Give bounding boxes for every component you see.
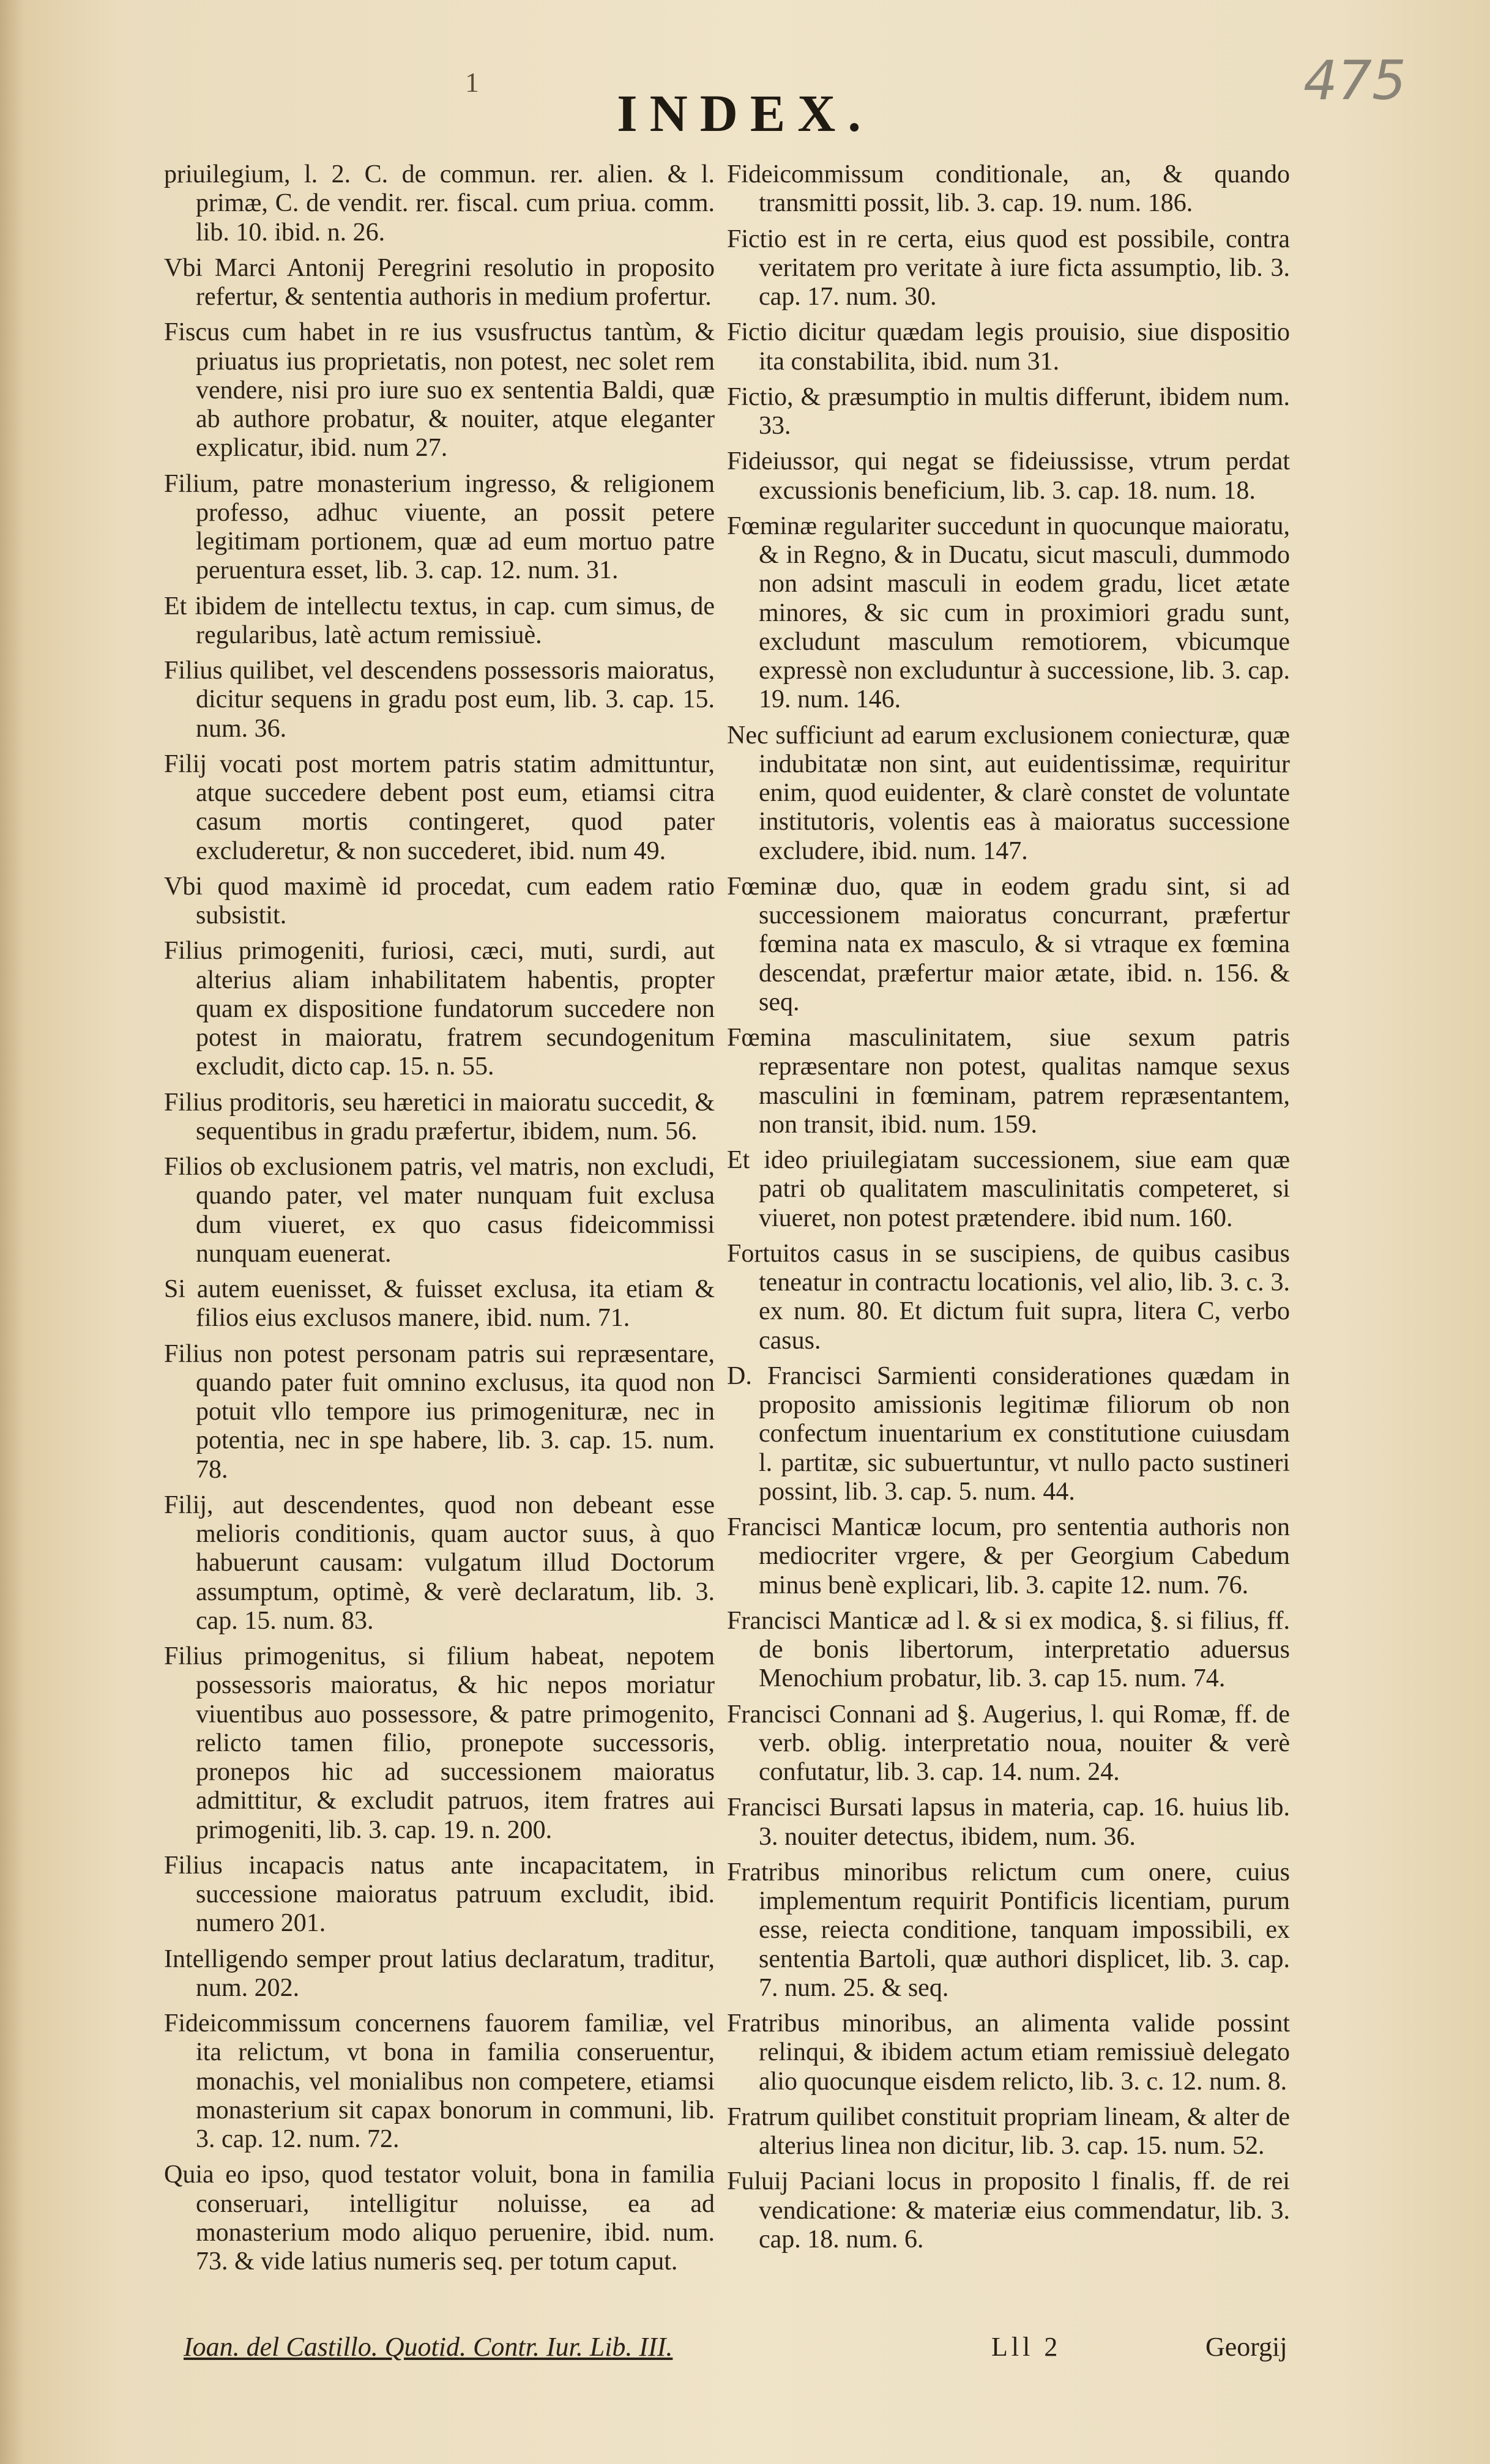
index-entry: Fuluij Paciani locus in proposito l finalis, ff. de rei vendicatione: & materiæ eius commendatur, lib. 3. cap. 18. num. 6. <box>727 2167 1290 2254</box>
index-entry: Fœmina masculinitatem, siue sexum patris repræsentare non potest, qualitas namque sexus masculini in fœminam, patrem repræsentantem, non transit, ibid. num. 159. <box>727 1024 1290 1139</box>
index-entry: Francisci Manticæ locum, pro sententia authoris non mediocriter vrgere, & per Georgium Cabedum minus benè explicari, lib. 3. capite 12. num. 76. <box>727 1513 1290 1599</box>
index-entry: Intelligendo semper prout latius declaratum, traditur, num. 202. <box>164 1945 715 2002</box>
index-entry: Filius primogeniti, furiosi, cæci, muti, surdi, aut alterius aliam inhabilitatem habentis, propter quam ex dispositione fundatorum succedere non potest in maioratu, fratrem secundogenitum excludit, dicto cap. 15. n. 55. <box>164 937 715 1081</box>
index-entry: Fideicommissum concernens fauorem familiæ, vel ita relictum, vt bona in familia conseruentur, monachis, vel monialibus non competere, etiamsi monasterium sit capax bonorum in communi, lib. 3. cap. 12. num. 72. <box>164 2009 715 2153</box>
index-entry: Francisci Bursati lapsus in materia, cap. 16. huius lib. 3. nouiter detectus, ibidem, num. 36. <box>727 1793 1290 1851</box>
index-entry: Et ibidem de intellectu textus, in cap. cum simus, de regularibus, latè actum remissiuè. <box>164 592 715 649</box>
page-mark: 1 <box>465 67 479 98</box>
index-entry: Fratrum quilibet constituit propriam lineam, & alter de alterius linea non dicitur, lib. 3. cap. 15. num. 52. <box>727 2102 1290 2160</box>
index-entry: Filius incapacis natus ante incapacitatem, in successione maioratus patruum excludit, ibid. numero 201. <box>164 1851 715 1938</box>
index-entry: Fratribus minoribus, an alimenta valide possint relinqui, & ibidem actum etiam remissiuè delegato alio quocunque eisdem relicto, lib. 3. c. 12. num. 8. <box>727 2009 1290 2096</box>
handwritten-folio-number: 475 <box>1303 49 1406 112</box>
index-entry: Fictio, & præsumptio in multis differunt, ibidem num. 33. <box>727 382 1290 440</box>
right-column <box>727 160 1290 2261</box>
index-entry: Fictio dicitur quædam legis prouisio, siue dispositio ita constabilita, ibid. num 31. <box>727 318 1290 376</box>
signature-line: Ioan. del Castillo. Quotid. Contr. Iur. Lib. III. <box>184 2332 673 2362</box>
index-entry: Filius quilibet, vel descendens possessoris maioratus, dicitur sequens in gradu post eum, lib. 3. cap. 15. num. 36. <box>164 657 715 743</box>
index-entry: Fortuitos casus in se suscipiens, de quibus casibus teneatur in contractu locationis, vel alio, lib. 3. c. 3. ex num. 80. Et dictum fuit supra, litera C, verbo casus. <box>727 1239 1290 1355</box>
index-entry: Francisci Manticæ ad l. & si ex modica, §. si filius, ff. de bonis libertorum, interpretatio aduersus Menochium probatur, lib. 3. cap 15. num. 74. <box>727 1606 1290 1693</box>
index-entry: Fœminæ duo, quæ in eodem gradu sint, si ad successionem maioratus concurrant, præfertur fœmina nata ex masculo, & si vtraque ex fœmina descendat, præfertur maior ætate, ibid. n. 156. & seq. <box>727 872 1290 1016</box>
index-entry: Vbi quod maximè id procedat, cum eadem ratio subsistit. <box>164 872 715 929</box>
index-entry: Filius non potest personam patris sui repræsentare, quando pater fuit omnino exclusus, ita quod non potuit vllo tempore ius primogenituræ, nec in potentia, nec in spe habere, lib. 3. cap. 15. num. 78. <box>164 1339 715 1484</box>
index-entry: Nec sufficiunt ad earum exclusionem coniecturæ, quæ indubitatæ non sint, aut euidentissimæ, requiritur enim, quod euidenter, & clarè constet de voluntate institutoris, volentis eas à maioratus successione excludere, ibid. num. 147. <box>727 721 1290 865</box>
index-entry: Et ideo priuilegiatam successionem, siue eam quæ patri ob qualitatem masculinitatis competeret, si viueret, non potest prætendere. ibid num. 160. <box>727 1146 1290 1232</box>
index-entry: Fictio est in re certa, eius quod est possibile, contra veritatem pro veritate à iure ficta assumptio, lib. 3. cap. 17. num. 30. <box>727 225 1290 311</box>
index-entry: Quia eo ipso, quod testator voluit, bona in familia conseruari, intelligitur noluisse, ea ad monasterium modo aliquo peruenire, ibid. num. 73. & vide latius numeris seq. per totum caput. <box>164 2161 715 2276</box>
catchword: Georgij <box>1205 2332 1287 2362</box>
index-entry: Filium, patre monasterium ingresso, & religionem professo, adhuc viuente, an possit petere legitimam portionem, quæ ad eum mortuo patre peruentura esset, lib. 3. cap. 12. num. 31. <box>164 469 715 585</box>
index-entry: Fideiussor, qui negat se fideiussisse, vtrum perdat excussionis beneficium, lib. 3. cap. 18. num. 18. <box>727 447 1290 505</box>
signature-mark: Lll 2 <box>991 2332 1062 2362</box>
left-column <box>164 160 715 2283</box>
index-entry: Francisci Connani ad §. Augerius, l. qui Romæ, ff. de verb. oblig. interpretatio noua, nouiter & verè confutatur, lib. 3. cap. 14. num. 24. <box>727 1700 1290 1786</box>
index-entry: Fideicommissum conditionale, an, & quando transmitti possit, lib. 3. cap. 19. num. 186. <box>727 160 1290 218</box>
page-title: INDEX. <box>617 84 873 143</box>
index-entry: Filius primogenitus, si filium habeat, nepotem possessoris maioratus, & hic nepos moriatur viuentibus auo possessore, & patre primogenito, relicto tamen filio, pronepote successoris, pronepos hic ad successionem maioratus admittitur, & excludit patruos, item fratres aui primogeniti, lib. 3. cap. 19. n. 200. <box>164 1642 715 1844</box>
index-entry: Filius proditoris, seu hæretici in maioratu succedit, & sequentibus in gradu præfertur, ibidem, num. 56. <box>164 1088 715 1145</box>
index-entry: Fratribus minoribus relictum cum onere, cuius implementum requirit Pontificis licentiam, purum esse, reiecta conditione, tanquam impossibili, ex sententia Bartoli, quæ authori displicet, lib. 3. cap. 7. num. 25. & seq. <box>727 1858 1290 2002</box>
index-entry: Filios ob exclusionem patris, vel matris, non excludi, quando pater, vel mater nunquam fuit exclusa dum viueret, ex quo casus fideicommissi nunquam euenerat. <box>164 1153 715 1268</box>
index-entry: Vbi Marci Antonij Peregrini resolutio in proposito refertur, & sententia authoris in medium profertur. <box>164 253 715 311</box>
index-entry: priuilegium, l. 2. C. de commun. rer. alien. & l. primæ, C. de vendit. rer. fiscal. cum priua. comm. lib. 10. ibid. n. 26. <box>164 160 715 247</box>
index-entry: Si autem euenisset, & fuisset exclusa, ita etiam & filios eius exclusos manere, ibid. num. 71. <box>164 1275 715 1333</box>
index-entry: Filij vocati post mortem patris statim admittuntur, atque succedere debent post eum, etiamsi citra casum mortis contingeret, quod pater excluderetur, & non succederet, ibid. num 49. <box>164 750 715 865</box>
index-entry: Filij, aut descendentes, quod non debeant esse melioris conditionis, quam auctor suus, à quo habuerunt causam: vulgatum illud Doctorum assumptum, optimè, & verè declaratum, lib. 3. cap. 15. num. 83. <box>164 1491 715 1635</box>
binding-shadow <box>0 0 24 2464</box>
index-entry: D. Francisci Sarmienti considerationes quædam in proposito amissionis legitimæ filiorum ob non confectum inuentarium ex constitutione cuiusdam l. partitæ, sic subuertuntur, vt nullo pacto sustineri possint, lib. 3. cap. 5. num. 44. <box>727 1361 1290 1506</box>
index-entry: Fœminæ regulariter succedunt in quocunque maioratu, & in Regno, & in Ducatu, sicut masculi, dummodo non adsint masculi in eodem gradu, licet ætate minores, & sic cum in proximiori gradu sunt, excludunt masculum remotiorem, vbicumque expressè non excluduntur à successione, lib. 3. cap. 19. num. 146. <box>727 512 1290 714</box>
index-entry: Fiscus cum habet in re ius vsusfructus tantùm, & priuatus ius proprietatis, non potest, nec solet rem vendere, nisi pro iure suo ex sententia Baldi, quæ ab authore probatur, & nouiter, atque eleganter explicatur, ibid. num 27. <box>164 318 715 463</box>
